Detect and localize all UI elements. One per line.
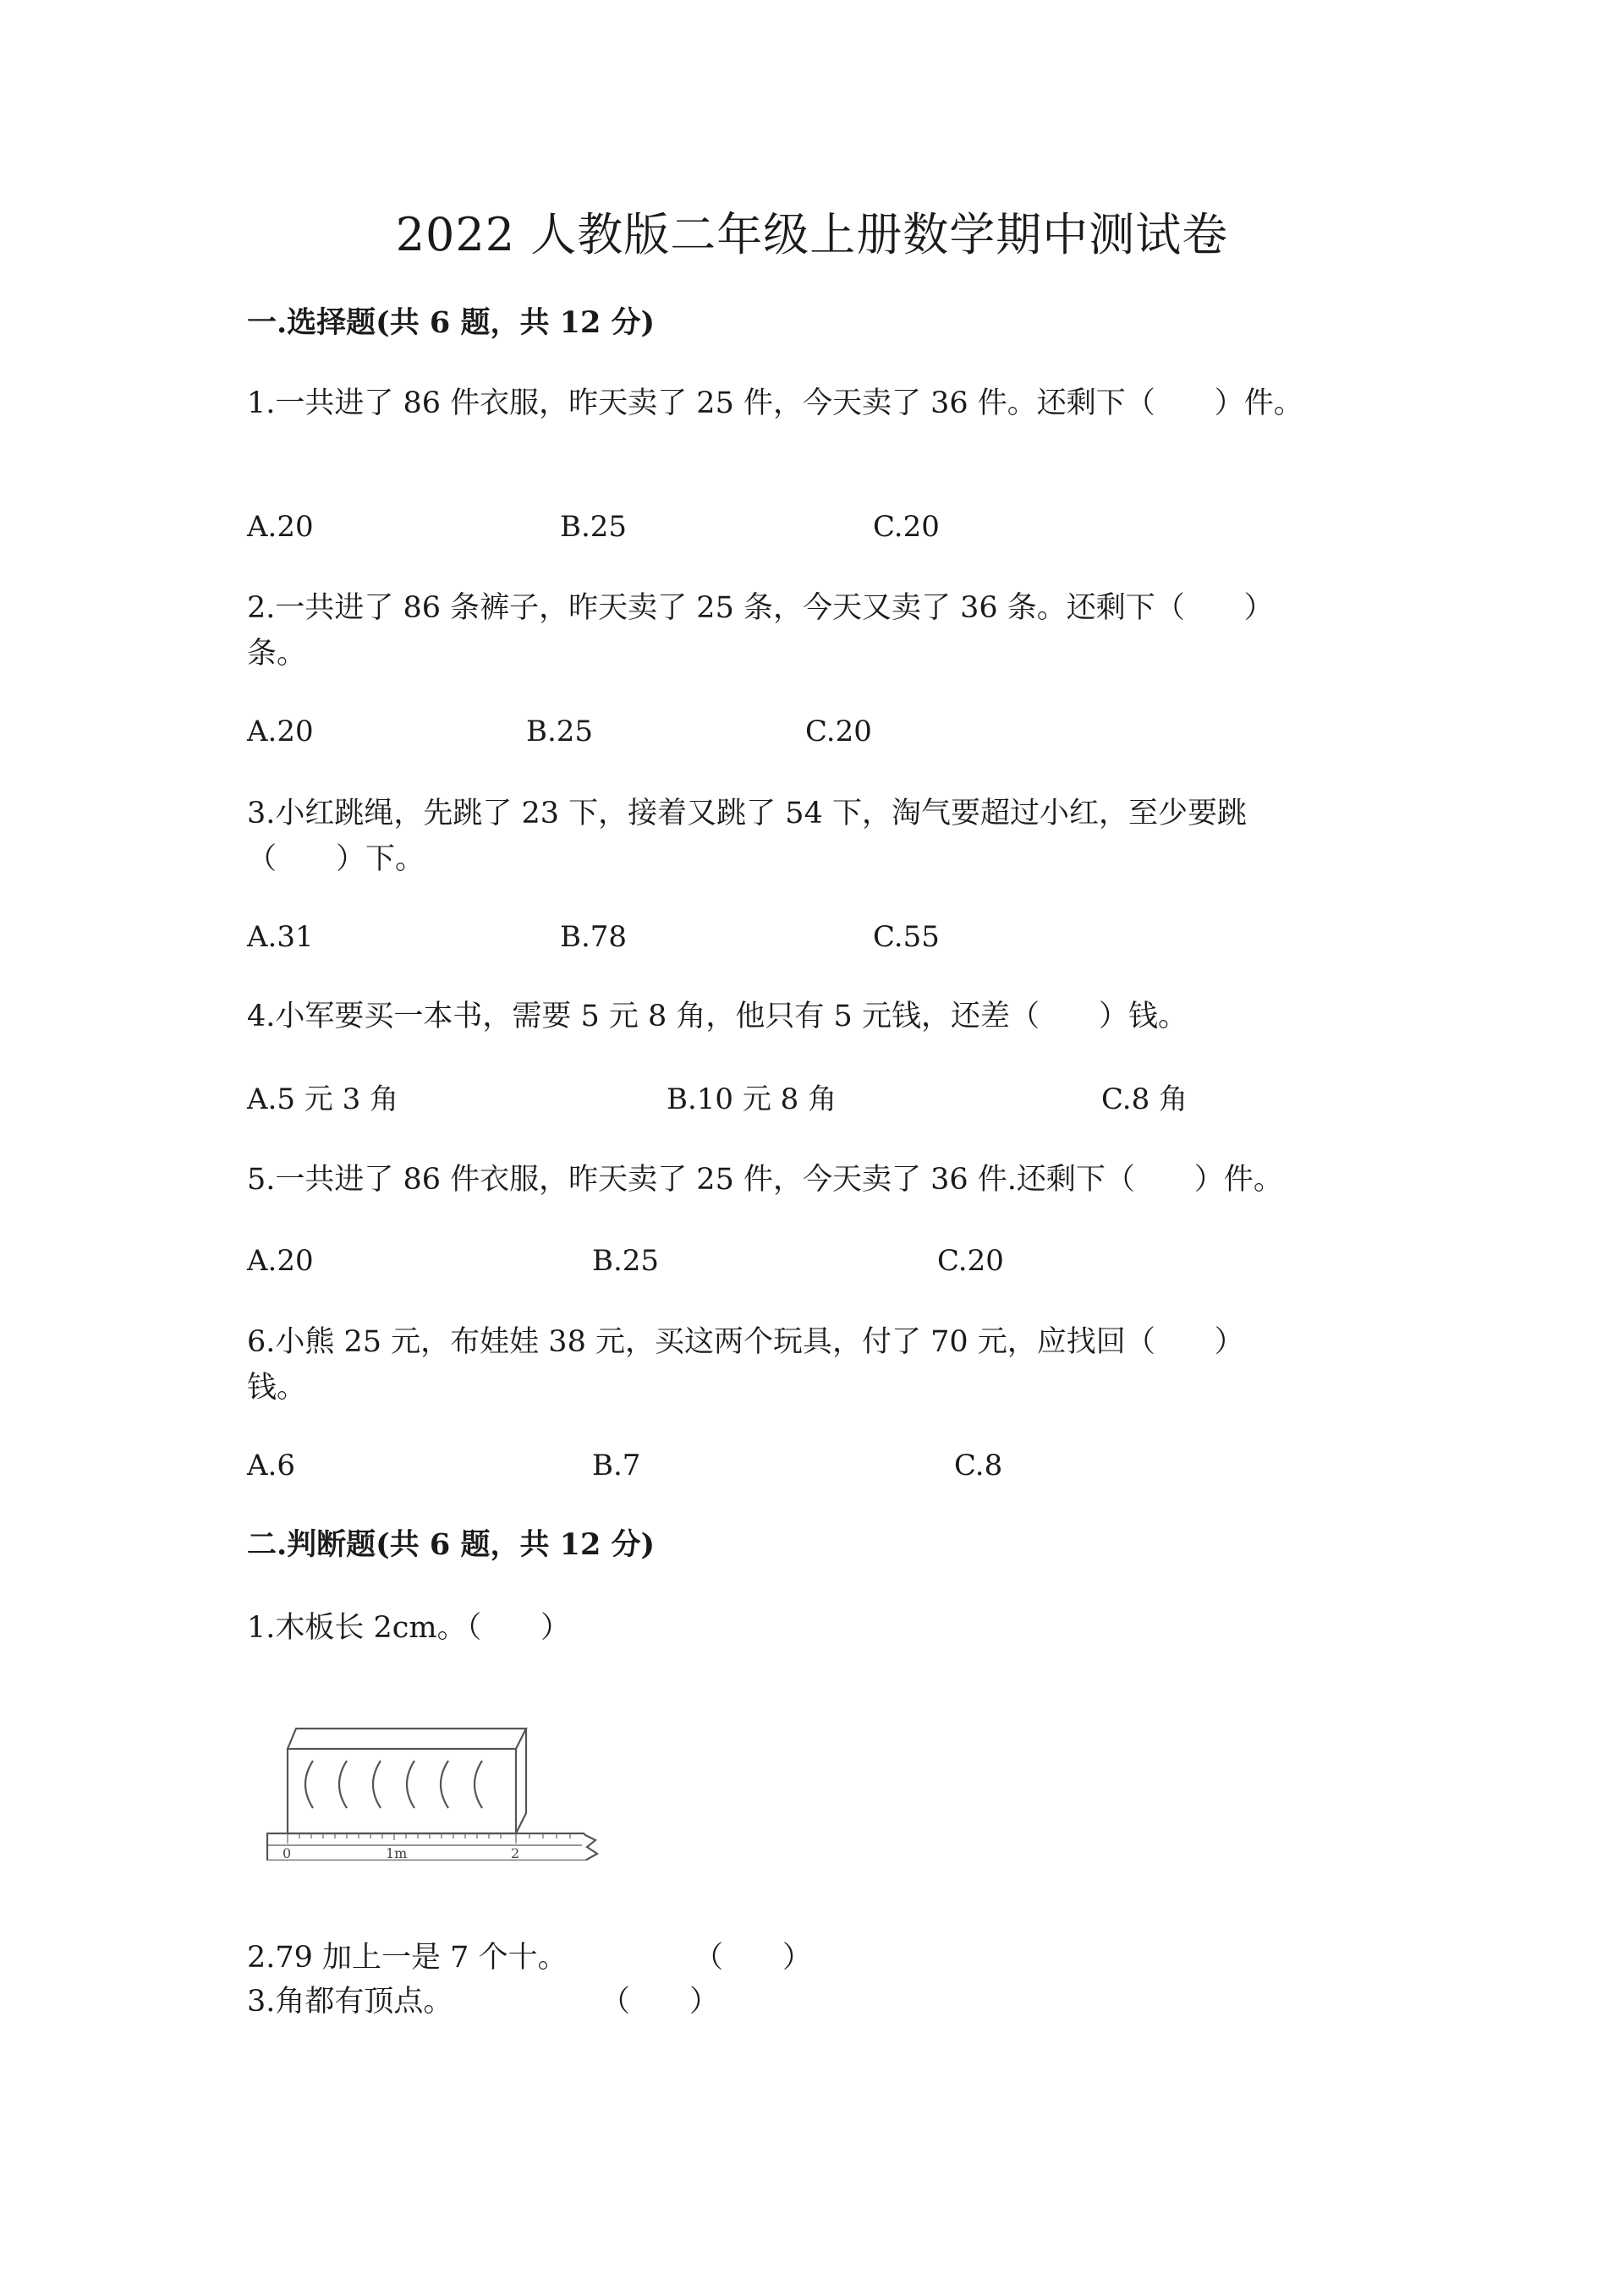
block-on-ruler-figure	[254, 1717, 626, 1860]
question-6-line-2: 钱。	[247, 1371, 307, 1405]
ruler-ticks	[288, 1833, 570, 1844]
option-c: C.8	[954, 1449, 1003, 1482]
option-c: C.55	[873, 920, 940, 954]
option-a: A.31	[247, 920, 314, 954]
ruler-label-1m: 1m	[386, 1845, 408, 1860]
exam-title: 2022 人教版二年级上册数学期中测试卷	[395, 208, 1229, 261]
option-a: A.5 元 3 角	[247, 1082, 399, 1116]
wood-grain	[339, 1761, 347, 1808]
question-1: 1.一共进了 86 件衣服，昨天卖了 25 件，今天卖了 36 件。还剩下（ ）件。	[247, 386, 1303, 420]
question-2	[247, 585, 1414, 677]
option-b: B.78	[560, 920, 628, 954]
option-c: C.20	[805, 715, 872, 748]
judge-question-2-blank: （ ）	[694, 1941, 813, 1975]
option-a: A.6	[247, 1449, 295, 1482]
question-3	[247, 791, 1414, 882]
ruler-body	[267, 1833, 597, 1860]
question-6	[247, 1319, 1414, 1411]
option-c: C.20	[873, 510, 940, 544]
ruler-label-0: 0	[283, 1845, 292, 1860]
judge-question-1: 1.木板长 2cm。（ ）	[247, 1611, 571, 1645]
option-a: A.20	[247, 715, 314, 748]
wood-grain	[305, 1761, 313, 1808]
option-b: B.25	[560, 510, 628, 544]
question-5: 5.一共进了 86 件衣服，昨天卖了 25 件，今天卖了 36 件.还剩下（ ）件。	[247, 1163, 1283, 1197]
option-b: B.25	[526, 715, 594, 748]
option-b: B.10 元 8 角	[667, 1082, 837, 1116]
question-6-line-1: 6.小熊 25 元，布娃娃 38 元，买这两个玩具，付了 70 元，应找回（ ）	[247, 1325, 1244, 1359]
wood-grain	[441, 1761, 448, 1808]
judge-question-3: 3.角都有顶点。	[247, 1985, 453, 2019]
question-4: 4.小军要买一本书，需要 5 元 8 角，他只有 5 元钱，还差（ ）钱。	[247, 1000, 1188, 1033]
option-a: A.20	[247, 1244, 314, 1278]
section-heading-choice: 一.选择题(共 6 题，共 12 分)	[247, 305, 656, 340]
section-heading-judge: 二.判断题(共 6 题，共 12 分)	[247, 1527, 656, 1562]
question-3-line-2: （ ）下。	[247, 842, 425, 876]
wood-grain	[407, 1761, 414, 1808]
option-a: A.20	[247, 510, 314, 544]
judge-question-2: 2.79 加上一是 7 个十。	[247, 1941, 568, 1975]
option-c: C.8 角	[1101, 1082, 1188, 1116]
wood-grain	[475, 1761, 482, 1808]
wood-grain	[373, 1761, 381, 1808]
option-b: B.7	[592, 1449, 641, 1482]
option-c: C.20	[937, 1244, 1004, 1278]
option-b: B.25	[592, 1244, 660, 1278]
question-2-line-2: 条。	[247, 637, 307, 671]
question-3-line-1: 3.小红跳绳，先跳了 23 下，接着又跳了 54 下，淘气要超过小红，至少要跳	[247, 797, 1247, 830]
judge-question-3-blank: （ ）	[601, 1985, 720, 2019]
ruler-label-2: 2	[511, 1845, 520, 1860]
block-top-face	[288, 1729, 526, 1749]
question-2-line-1: 2.一共进了 86 条裤子，昨天卖了 25 条，今天又卖了 36 条。还剩下（ ）	[247, 591, 1274, 625]
